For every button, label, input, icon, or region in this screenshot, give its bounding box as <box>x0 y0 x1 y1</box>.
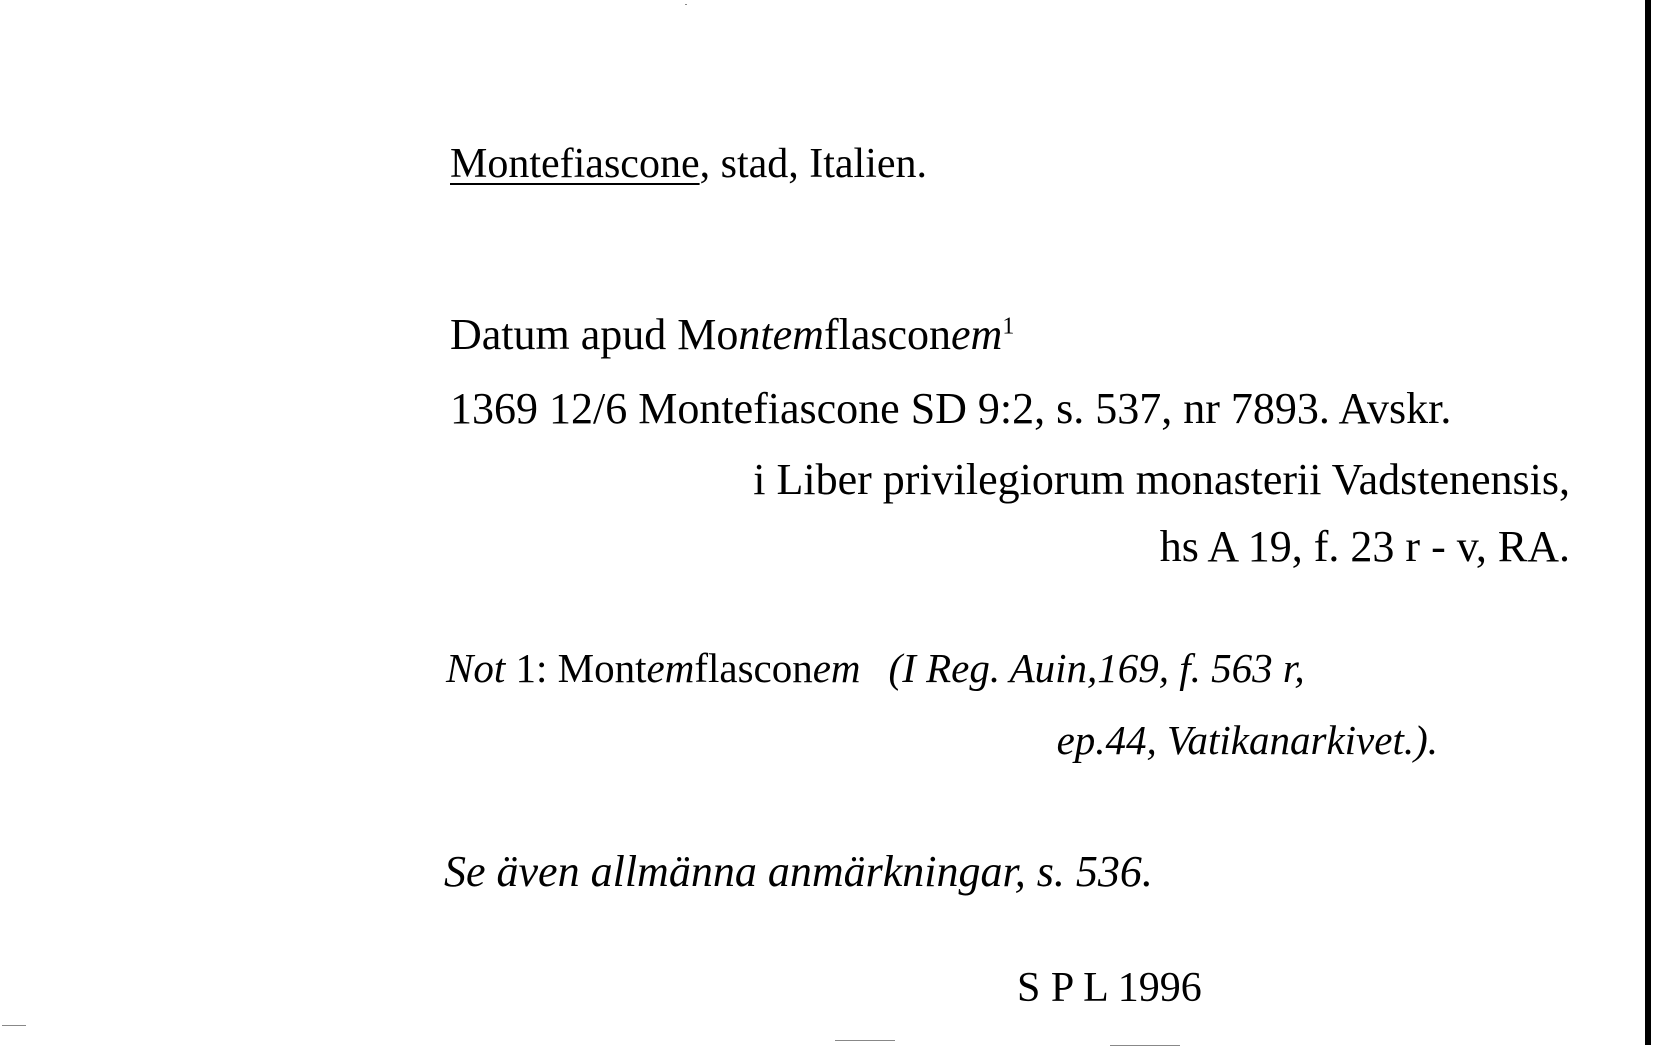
datum-text-4: em <box>951 310 1003 359</box>
scan-speck <box>2 1025 26 1026</box>
see-also-remark: Se även allmänna anmärkningar, s. 536. <box>444 847 1153 896</box>
note-citation-1: (I Reg. Auin,169, f. 563 r, <box>888 645 1305 691</box>
reference-line-2: i Liber privilegiorum monasterii Vadstenensis, <box>753 455 1570 504</box>
datum-text-2: ntem <box>738 310 824 359</box>
footnote-mark: 1 <box>1002 313 1015 340</box>
place-name: Montefiascone <box>450 141 700 187</box>
scan-speck <box>835 1040 895 1041</box>
note-number: 1: <box>515 645 558 691</box>
card-edge-border <box>1645 0 1651 1045</box>
place-description: , stad, Italien. <box>699 141 928 187</box>
note-form-2: em <box>646 645 695 691</box>
note-form-1: Mont <box>557 645 647 691</box>
note-form-3: flascon <box>694 645 813 691</box>
reference-line-1: 1369 12/6 Montefiascone SD 9:2, s. 537, nr 7893. Avskr. <box>450 384 1452 433</box>
datum-text-3: flascon <box>823 310 951 359</box>
note-label: Not <box>446 645 506 691</box>
note-form-4: em <box>812 645 861 691</box>
reference-line-3: hs A 19, f. 23 r - v, RA. <box>1159 522 1570 571</box>
record-heading <box>450 143 927 185</box>
scan-speck <box>1110 1045 1180 1046</box>
datum-line <box>450 310 1015 359</box>
note-line-1 <box>446 645 1305 691</box>
scan-speck <box>685 4 687 5</box>
signature: S P L 1996 <box>1017 965 1202 1011</box>
note-citation-2: ep.44, Vatikanarkivet.). <box>1056 717 1438 763</box>
datum-text-1: Datum apud Mo <box>450 310 739 359</box>
